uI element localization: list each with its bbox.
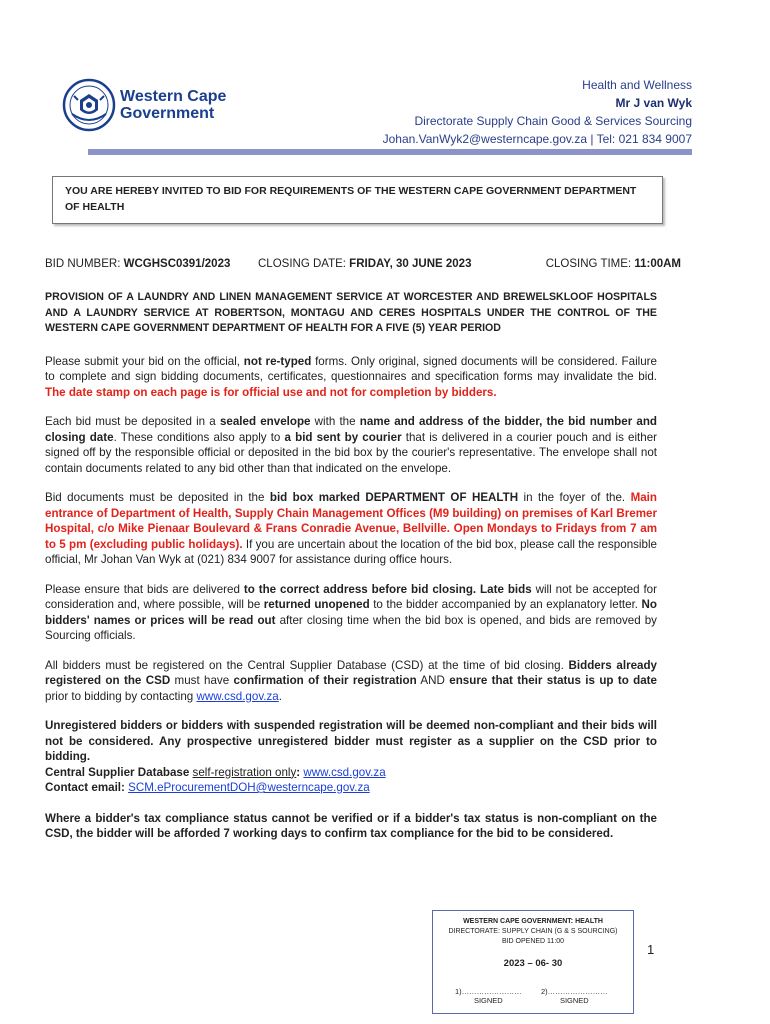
text-run-bold: confirmation of their registration — [233, 674, 417, 687]
text-run: Each bid must be deposited in a — [45, 415, 220, 428]
text-run-bold: returned unopened — [263, 598, 370, 611]
text-run: will not be accepted for consideration and, where possible, will be — [45, 582, 657, 611]
text-run: forms. Only original, signed documents will be considered. Failure to complete and sign bidding documents, certificates, questionnaires and specification forms may invalidate the bid. — [45, 354, 657, 383]
signature-label: SIGNED — [559, 996, 589, 1005]
text-run: . — [278, 689, 282, 703]
invitation-box: YOU ARE HEREBY INVITED TO BID FOR REQUIREMENTS OF THE WESTERN CAPE GOVERNMENT DEPARTMENT OF HEALTH — [52, 176, 663, 224]
stamp-signature-2 — [541, 987, 608, 1005]
official-date-stamp — [432, 910, 634, 1014]
stamp-signature-1 — [455, 987, 522, 1005]
stamp-line-1: WESTERN CAPE GOVERNMENT: HEALTH — [463, 918, 603, 925]
csd-link[interactable]: www.csd.gov.za — [196, 689, 279, 703]
text-run: with the — [310, 415, 360, 428]
text-run: in the foyer of the. — [518, 491, 631, 504]
paragraph-unregistered — [45, 718, 657, 796]
text-run: Please ensure that bids are delivered — [45, 582, 244, 596]
paragraph-bid-box — [45, 490, 657, 568]
text-run: Bid documents must be deposited in the — [45, 491, 270, 504]
text-run: : — [296, 765, 304, 779]
bid-info-line — [45, 258, 681, 274]
text-run: to the bidder accompanied by an explanatory letter. — [369, 598, 642, 611]
text-run: that is delivered in a courier pouch and is either signed off by the responsible official or deposited in the bid box by the courier's representative. The envelope shall not contain documents related to any bid other than that indicated on the envelope. — [45, 430, 658, 475]
signature-label: SIGNED — [473, 996, 503, 1005]
contact-email-link[interactable]: SCM.eProcurementDOH@westerncape.gov.za — [128, 781, 370, 794]
page-number: 1 — [647, 942, 655, 957]
logo-line-1: Western Cape — [120, 88, 227, 105]
text-run-bold: bid box marked DEPARTMENT OF HEALTH — [269, 491, 519, 504]
stamp-line-2: DIRECTORATE: SUPPLY CHAIN (G & S SOURCING) — [448, 928, 618, 935]
header-divider — [88, 149, 692, 155]
text-run-bold: ensure that their status is up to date — [449, 674, 657, 687]
text-run: must have — [170, 674, 234, 687]
closing-date-label: CLOSING DATE: — [258, 258, 346, 270]
department-name: Health and Wellness — [582, 78, 692, 92]
text-run: AND — [416, 674, 450, 687]
closing-time-label: CLOSING TIME: — [545, 258, 632, 270]
letterhead — [0, 0, 770, 160]
contact-email-phone: Johan.VanWyk2@westerncape.gov.za | Tel: 021 834 9007 — [382, 132, 692, 146]
text-run-bold: Bidders already registered on the CSD — [45, 658, 658, 687]
paragraph-tax-compliance: Where a bidder's tax compliance status cannot be verified or if a bidder's tax status is non-compliant on the CSD, the bidder will be afforded 7 working days to confirm tax compliance for the bid to be considered. — [45, 811, 657, 840]
logo-wordmark — [120, 88, 226, 122]
document-body — [45, 290, 657, 856]
csd-registration-note: self-registration only — [192, 765, 297, 779]
signature-line: 2)…………………… — [541, 987, 608, 996]
closing-time-value: 11:00AM — [634, 258, 681, 270]
email-label: Contact email: — [45, 781, 129, 794]
stamp-date: 2023 – 06- 30 — [503, 958, 563, 969]
closing-date-value: FRIDAY, 30 JUNE 2023 — [349, 258, 472, 270]
text-run: after closing time when the bid box is opened, and bids are removed by Sourcing officials. — [45, 613, 657, 642]
text-run-bold: No bidders' names or prices will be read out — [45, 598, 657, 627]
signature-line: 1)…………………… — [455, 987, 522, 996]
text-run: prior to bidding by contacting — [45, 689, 197, 703]
text-run-bold: a bid sent by courier — [284, 430, 402, 444]
bid-number — [45, 258, 230, 270]
bid-title: PROVISION OF A LAUNDRY AND LINEN MANAGEMENT SERVICE AT WORCESTER AND BREWELSKLOOF HOSPITALS AND A LAUNDRY SERVICE AT ROBERTSON, MONTAGU AND CERES HOSPITALS UNDER THE CONTROL OF THE WESTERN CAPE GOVERNMENT DEPARTMENT OF HEALTH FOR A FIVE (5) YEAR PERIOD — [45, 291, 657, 334]
bid-box-address: Main entrance of Department of Health, Supply Chain Management Offices (M9 building) on premises of Karl Bremer Hospital, c/o Mike Pienaar Boulevard & Frans Conradie Avenue, Bellville. Open Mondays to Fridays from 7 am to 5 pm (excluding public holidays). — [45, 491, 657, 551]
csd-registration-link[interactable]: www.csd.gov.za — [303, 765, 386, 779]
contact-name: Mr J van Wyk — [615, 96, 692, 110]
closing-date — [258, 258, 471, 270]
bid-number-label: BID NUMBER: — [45, 258, 121, 270]
paragraph-submission — [45, 354, 657, 401]
text-run-bold: sealed envelope — [219, 415, 311, 428]
text-run: All bidders must be registered on the Central Supplier Database (CSD) at the time of bid closing. — [45, 658, 569, 672]
stamp-line-3: BID OPENED 11:00 — [501, 938, 565, 945]
text-run: Unregistered bidders or bidders with suspended registration will be deemed non-compliant and their bids will not be considered. Any prospective unregistered bidder must register as a supplier on the CSD prior to bidding. — [45, 719, 657, 763]
paragraph-envelope — [45, 414, 657, 476]
contact-block — [383, 76, 692, 148]
text-run-bold: not re-typed — [243, 354, 312, 368]
date-stamp-notice: The date stamp on each page is for official use and not for completion by bidders. — [45, 385, 497, 399]
logo-line-2: Government — [120, 105, 215, 122]
text-run-bold: name and address of the bidder, the bid number and closing date — [45, 415, 657, 444]
directorate-name: Directorate Supply Chain Good & Services Sourcing — [414, 114, 692, 128]
text-run: . These conditions also apply to — [113, 430, 285, 444]
text-run-bold: to the correct address before bid closing. Late bids — [243, 582, 532, 596]
csd-label: Central Supplier Database — [45, 765, 193, 779]
text-run: Please submit your bid on the official, — [45, 354, 244, 368]
paragraph-csd — [45, 658, 657, 705]
coat-of-arms-icon — [62, 78, 116, 132]
text-run: If you are uncertain about the location of the bid box, please call the responsible official, Mr Johan Van Wyk at (021) 834 9007 for assistance during office hours. — [45, 537, 657, 566]
closing-time — [546, 258, 681, 270]
paragraph-delivery — [45, 582, 657, 644]
bid-number-value: WCGHSC0391/2023 — [123, 258, 231, 270]
wcg-logo — [62, 78, 226, 132]
